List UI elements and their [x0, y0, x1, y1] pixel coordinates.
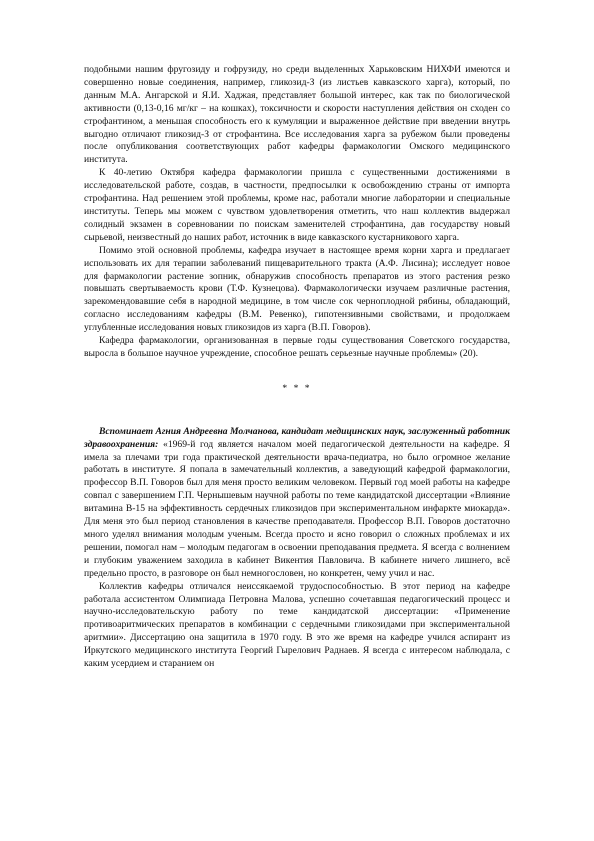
- paragraph-collective: Коллектив кафедры отличался неиссякаемой трудоспособностью. В этот период на кафедре работала ассистентом Олимпиада Петровна Малова, успешно сочетавшая педагогический процесс и научно-исследовательскую работу по теме кандидатской диссертации: «Применение противоаритмических препаратов в комбинации с сердечными гликозидами при экспериментальной аритмии». Диссертацию она защитила в 1970 году. В это же время на кафедре учился аспирант из Иркутского медицинского института Георгий Гырелович Раднаев. Я всегда с интересом наблюдала, с каким усердием и старанием он: [84, 580, 510, 670]
- memoir-text: «1969-й год является началом моей педагогической деятельности на кафедре. Я имела за плечами три года практической деятельности врача-педиатра, но было огромное желание работать в институте. Я попала в замечательный коллектив, а заведующий кафедрой фармакологии, профессор В.П. Говоров был для меня просто великим человеком. Первый год моей работы на кафедре совпал с завершением Г.П. Чернышевым научной работы по теме кандидатской диссертации «Влияние витамина В-15 на эффективность сердечных гликозидов при экспериментальном инфаркте миокарда». Для меня это был период становления в качестве преподавателя. Профессор В.П. Говоров достаточно много уделял внимания молодым ученым. Всегда просто и ясно говорил о сложных проблемах и их решении, помогал нам – молодым педагогам в освоении преподавания предмета. Я всегда с волнением и глубоким уважением заходила в кабинет Викентия Павловича. В кабинете ничего лишнего, всё предельно просто, в разговоре он был немногословен, но конкретен, чему учил и нас.: [84, 438, 510, 579]
- memoir-paragraph: [84, 426, 510, 581]
- section-separator: * * *: [282, 382, 312, 394]
- document-page: [84, 64, 510, 671]
- paragraph-continued: подобными нашим фругозиду и гофрузиду, но среди выделенных Харьковским НИХФИ имеются и совершенно новые соединения, например, гликозид-З (из листьев кавказского харга), который, по данным М.А. Ангарской и Я.И. Хаджая, представляет большой интерес, как так по биологической активности (0,13-0,16 мг/кг – на кошках), токсичности и скорости наступления действия он сходен со строфантином, а меньшая способность его к кумуляции и выраженное действие при введении внутрь выгодно отличают гликозид-З от строфантина. Все исследования харга за рубежом были проведены после опубликования соответствующих работ кафедры фармакологии Омского медицинского института.: [84, 64, 510, 166]
- memoir-lead: Вспоминает Агния Андреевна Молчанова, кандидат медицинских наук, заслуженный работник здравоохранения:: [84, 425, 510, 450]
- paragraph-conclusion: Кафедра фармакологии, организованная в первые годы существования Советского государства, выросла в большое научное учреждение, способное решать серьезные научные проблемы» (20).: [84, 335, 510, 359]
- paragraph-research-directions: Помимо этой основной проблемы, кафедра изучает в настоящее время корни харга и предлагает использовать их для терапии заболеваний пищеварительного тракта (А.Ф. Лисина); исследует новое для фармакологии растение зопник, обнаружив способность препаратов из этого растения резко повышать свертываемость крови (Т.Ф. Кузнецова). Фармакологически изучаем различные растения, зарекомендовавшие себя в народной медицине, в том числе сок черноплодной рябины, обладающий, согласно исследованиям кафедры (В.М. Ревенко), гипотензивными свойствами, и продолжаем углубленные исследования новых гликозидов из харга (В.П. Говоров).: [84, 244, 510, 334]
- paragraph-anniversary: К 40-летию Октября кафедра фармакологии пришла с существенными достижениями в исследовательской работе, создав, в частности, предпосылки к освобождению страны от импорта строфантина. Над решением этой проблемы, кроме нас, работали многие лаборатории и специальные институты. Теперь мы можем с чувством удовлетворения отметить, что наш коллектив выдержал солидный экзамен в соревновании по поискам заменителей строфантина, дав государству новый сырьевой, неизвестный до наших работ, источник в виде кавказского кустарникового харга.: [84, 167, 510, 243]
